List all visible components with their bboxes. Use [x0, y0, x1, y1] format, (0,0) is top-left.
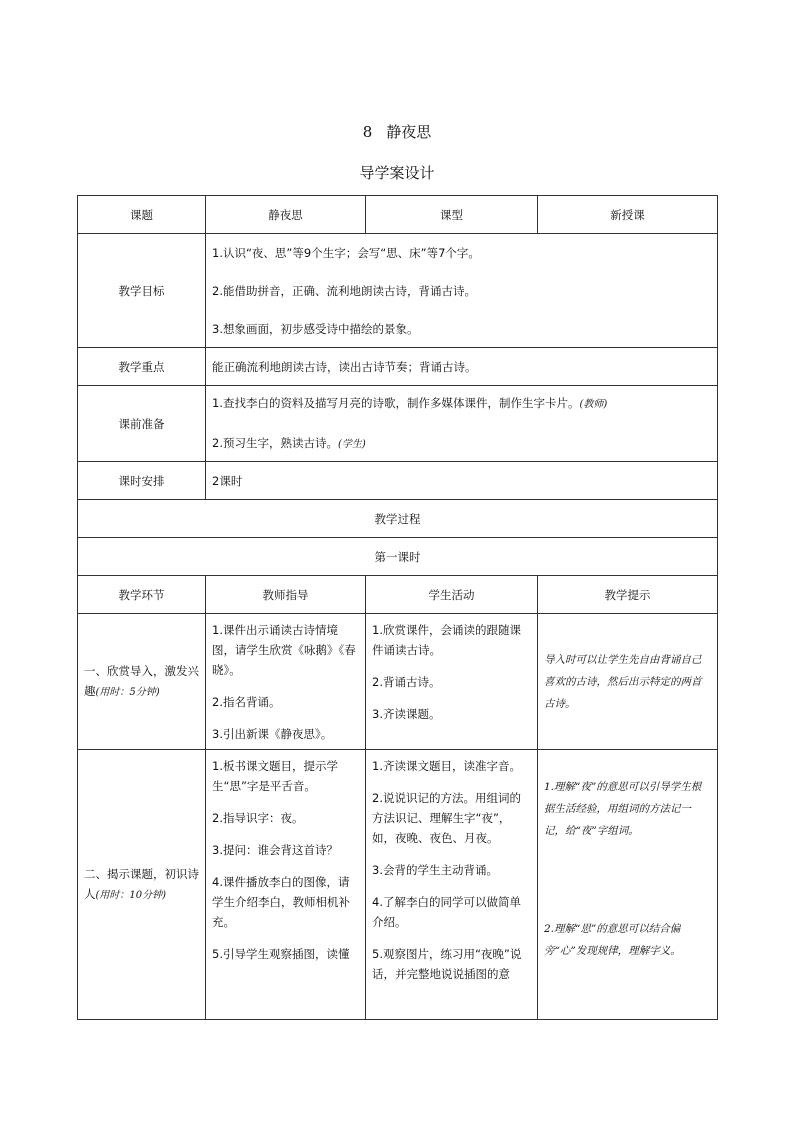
- step-stage-text: [84, 661, 199, 703]
- teacher-item: 1.板书课文题目，提示学生“思”字是平舌音。: [212, 759, 338, 793]
- prep-row: [78, 386, 718, 462]
- step-teacher: [206, 614, 366, 750]
- student-item: 2.说说识记的方法。用组词的方法识记、理解生字“夜”，如，夜晚、夜色、月夜。: [372, 791, 521, 845]
- teacher-item: 1.课件出示诵读古诗情境图，请学生欣赏《咏鹅》《春晓》。: [212, 623, 356, 677]
- prep-item: [212, 393, 711, 415]
- student-item: 3.会背的学生主动背诵。: [372, 863, 498, 877]
- lesson-plan-table: [77, 195, 718, 1020]
- step-stage: [78, 750, 206, 1020]
- tip-item: 1.理解“夜”的意思可以引导学生根据生活经验，用组词的方法记一记，给“夜”字组词。: [544, 781, 702, 837]
- student-item: 1.齐读课文题目，读准字音。: [372, 759, 521, 773]
- step-student: [366, 750, 538, 1020]
- goal-item: 1.认识“夜、思”等9个生字；会写“思、床”等7个字。: [212, 245, 480, 260]
- step-stage-title: 一、欣赏导入，激发兴趣: [84, 663, 199, 698]
- info-row: [78, 196, 718, 234]
- prep-item-text: 1.查找李白的资料及描写月亮的诗歌，制作多媒体课件，制作生字卡片。: [212, 395, 580, 410]
- process-title-row: [78, 500, 718, 538]
- column-header: 教学提示: [538, 576, 718, 614]
- goal-item: 2.能借助拼音，正确、流利地朗读古诗，背诵古诗。: [212, 283, 476, 298]
- lesson-number: 8: [362, 123, 373, 141]
- column-header: 教学环节: [78, 576, 206, 614]
- step-stage-text: [84, 864, 199, 906]
- type-label: 课型: [366, 196, 538, 234]
- schedule-value: 2课时: [206, 462, 718, 500]
- teacher-item: 3.提问：谁会背这首诗？: [212, 843, 338, 857]
- step-stage: [78, 614, 206, 750]
- lesson-name: 静夜思: [386, 123, 432, 141]
- step-tips: [538, 614, 718, 750]
- step-row: [78, 750, 718, 1020]
- student-item: 5.观察图片，练习用“夜晚”说话，并完整地说说插图的意: [372, 947, 522, 981]
- topic-label: 课题: [78, 196, 206, 234]
- focus-text: 能正确流利地朗读古诗，读出古诗节奏；背诵古诗。: [206, 348, 718, 386]
- type-value: 新授课: [538, 196, 718, 234]
- focus-label: 教学重点: [78, 348, 206, 386]
- student-item: 3.齐读课题。: [372, 707, 441, 721]
- step-student: [366, 614, 538, 750]
- period-title: 第一课时: [78, 538, 718, 576]
- prep-label: 课前准备: [78, 386, 206, 462]
- goal-item: 3.想象画面，初步感受诗中描绘的景象。: [212, 321, 419, 336]
- teacher-item: 4.课件播放李白的图像，请学生介绍李白，教师相机补充。: [212, 875, 350, 929]
- student-item: 4.了解李白的同学可以做简单介绍。: [372, 895, 521, 929]
- teacher-item: 2.指导识字：夜。: [212, 811, 304, 825]
- process-title: 教学过程: [78, 500, 718, 538]
- goals-row: [78, 234, 718, 348]
- teacher-item: 5.引导学生观察插图，读懂: [212, 947, 350, 961]
- student-item: 1.欣赏课件，会诵读的跟随课件诵读古诗。: [372, 623, 521, 657]
- topic-value: 静夜思: [206, 196, 366, 234]
- step-tips: [538, 750, 718, 1020]
- tip-item: 2.理解“思”的意思可以结合偏旁“心”发现规律，理解字义。: [544, 923, 681, 957]
- columns-header-row: [78, 576, 718, 614]
- teacher-item: 3.引出新课《静夜思》。: [212, 727, 333, 741]
- column-header: 教师指导: [206, 576, 366, 614]
- step-duration: (用时：5分钟): [95, 686, 160, 698]
- schedule-label: 课时安排: [78, 462, 206, 500]
- lesson-title: [0, 121, 794, 142]
- teacher-item: 2.指名背诵。: [212, 695, 281, 709]
- step-teacher: [206, 750, 366, 1020]
- goals-content: [206, 234, 718, 348]
- step-stage-title: 二、揭示课题，初识诗人: [84, 866, 199, 901]
- prep-item: [212, 433, 711, 455]
- prep-item-note: (教师): [579, 398, 608, 410]
- goals-label: 教学目标: [78, 234, 206, 348]
- prep-item-note: (学生): [337, 438, 366, 450]
- prep-item-text: 2.预习生字，熟读古诗。: [212, 435, 338, 450]
- document-subtitle: 导学案设计: [359, 164, 435, 182]
- step-row: [78, 614, 718, 750]
- student-item: 2.背诵古诗。: [372, 675, 441, 689]
- period-title-row: [78, 538, 718, 576]
- prep-content: [206, 386, 718, 462]
- column-header: 学生活动: [366, 576, 538, 614]
- schedule-row: [78, 462, 718, 500]
- tip-item: 导入时可以让学生先自由背诵自己喜欢的古诗，然后出示特定的两首古诗。: [544, 653, 702, 710]
- focus-row: [78, 348, 718, 386]
- step-duration: (用时：10分钟): [95, 889, 167, 901]
